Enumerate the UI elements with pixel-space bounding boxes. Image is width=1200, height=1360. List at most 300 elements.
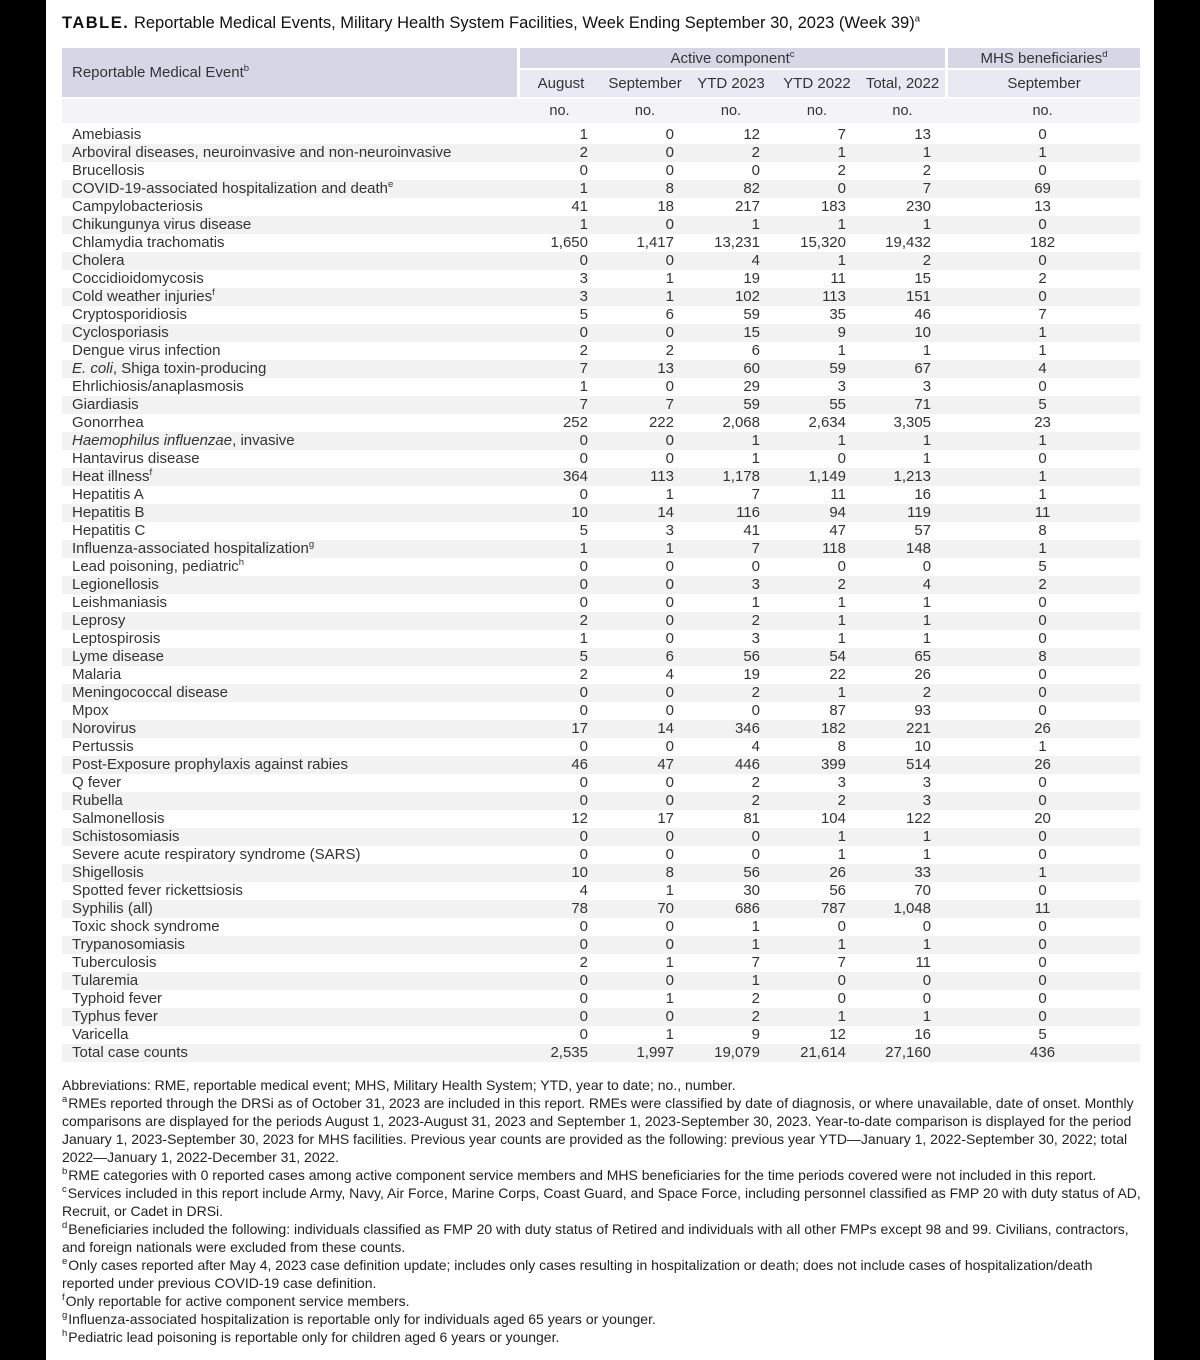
case-count: 0	[665, 828, 674, 845]
case-count: 1	[922, 612, 932, 629]
event-name: Hepatitis B	[72, 504, 145, 521]
case-count: 1	[922, 342, 932, 359]
case-count: 27,160	[885, 1044, 932, 1061]
case-count: 1	[1038, 432, 1047, 449]
case-count: 7	[579, 396, 588, 413]
case-count: 122	[906, 810, 932, 827]
event-name: Leptospirosis	[72, 630, 161, 647]
table-row	[62, 720, 1140, 738]
case-count: 0	[579, 1026, 588, 1043]
case-count: 1	[1038, 342, 1047, 359]
case-count: 2	[837, 162, 846, 179]
table-row	[62, 162, 1140, 180]
table-row	[62, 1026, 1140, 1044]
unit-label: no.	[860, 97, 945, 126]
case-count: 26	[829, 864, 846, 881]
case-count: 1	[922, 144, 932, 161]
case-count: 1	[751, 450, 760, 467]
event-name: Heat illness$^f$	[72, 468, 153, 485]
case-count: 1	[837, 612, 846, 629]
table-title	[62, 14, 1144, 33]
case-count: 5	[1038, 396, 1047, 413]
case-count: 1	[1038, 864, 1047, 881]
case-count: 29	[743, 378, 760, 395]
case-count: 446	[734, 756, 760, 773]
table-row	[62, 198, 1140, 216]
case-count: 0	[1038, 630, 1047, 647]
case-count: 6	[665, 306, 674, 323]
event-name: Schistosomiasis	[72, 828, 180, 845]
case-count: 12	[743, 126, 760, 143]
case-count: 1,997	[636, 1044, 674, 1061]
case-count: 7	[922, 180, 932, 197]
case-count: 1	[837, 630, 846, 647]
case-count: 26	[1034, 720, 1051, 737]
table-title-prefix: TABLE.	[62, 14, 130, 32]
case-count: 0	[1038, 126, 1047, 143]
case-count: 0	[751, 558, 760, 575]
footnote-marker: h	[62, 1328, 68, 1340]
case-count: 1	[665, 954, 674, 971]
abbreviations-note: Abbreviations: RME, reportable medical event; MHS, Military Health System; YTD, year to date; no., number.	[62, 1077, 736, 1093]
unit-label: no.	[517, 97, 602, 126]
case-count: 21,614	[800, 1044, 846, 1061]
case-count: 1	[922, 630, 932, 647]
case-count: 5	[579, 522, 588, 539]
case-count: 59	[829, 360, 846, 377]
case-count: 1	[665, 990, 674, 1007]
event-name: COVID-19-associated hospitalization and death$^e$	[72, 180, 394, 197]
case-count: 0	[1038, 162, 1047, 179]
case-count: 1	[1038, 468, 1047, 485]
case-count: 0	[751, 846, 760, 863]
case-count: 0	[665, 162, 674, 179]
event-name: Hepatitis C	[72, 522, 146, 539]
case-count: 8	[837, 738, 846, 755]
case-count: 1	[751, 216, 760, 233]
case-count: 35	[829, 306, 846, 323]
table-row	[62, 990, 1140, 1008]
case-count: 7	[751, 540, 760, 557]
case-count: 5	[579, 306, 588, 323]
case-count: 0	[579, 774, 588, 791]
table-row	[62, 846, 1140, 864]
table-row	[62, 234, 1140, 252]
page-content	[46, 0, 1154, 1346]
case-count: 65	[914, 648, 932, 665]
event-name: Spotted fever rickettsiosis	[72, 882, 243, 899]
table-row	[62, 468, 1140, 486]
case-count: 0	[1038, 216, 1047, 233]
case-count: 2	[837, 792, 846, 809]
case-count: 0	[579, 990, 588, 1007]
case-count: 26	[914, 666, 932, 683]
case-count: 12	[571, 810, 588, 827]
table-row	[62, 558, 1140, 576]
case-count: 9	[837, 324, 846, 341]
event-name: Leishmaniasis	[72, 594, 168, 611]
column-header-mhs-september: September	[945, 68, 1140, 97]
event-name: Dengue virus infection	[72, 342, 221, 359]
table-row	[62, 756, 1140, 774]
table-row	[62, 648, 1140, 666]
event-name: Trypanosomiasis	[72, 936, 185, 953]
event-footnote-marker: h	[238, 558, 245, 568]
case-count: 1	[837, 1008, 846, 1025]
case-count: 1	[837, 594, 846, 611]
case-count: 16	[914, 486, 932, 503]
case-count: 2	[751, 792, 760, 809]
event-name: Tularemia	[72, 972, 139, 989]
case-count: 47	[657, 756, 674, 773]
case-count: 1	[1038, 144, 1047, 161]
event-name: Haemophilus influenzae, invasive	[72, 432, 295, 449]
case-count: 183	[820, 198, 846, 215]
case-count: 2	[751, 144, 760, 161]
event-name: Typhus fever	[72, 1008, 158, 1025]
case-count: 1	[751, 936, 760, 953]
case-count: 0	[665, 630, 674, 647]
table-row	[62, 666, 1140, 684]
case-count: 0	[665, 972, 674, 989]
case-count: 1	[1038, 540, 1047, 557]
table-row	[62, 252, 1140, 270]
table-row	[62, 450, 1140, 468]
case-count: 10	[571, 504, 588, 521]
case-count: 1	[665, 288, 674, 305]
case-count: 0	[1038, 774, 1047, 791]
case-count: 514	[906, 756, 932, 773]
case-count: 2	[579, 954, 588, 971]
case-count: 0	[1038, 612, 1047, 629]
event-name: Meningococcal disease	[72, 684, 228, 701]
case-count: 7	[665, 396, 674, 413]
case-count: 70	[914, 882, 932, 899]
group-header-active-component-label: Active component	[670, 49, 790, 67]
case-count: 81	[743, 810, 760, 827]
table-header	[62, 48, 1140, 126]
column-header-ytd-2022: YTD 2022	[774, 68, 860, 97]
case-count: 7	[751, 954, 760, 971]
event-name: Influenza-associated hospitalization$^g$	[72, 540, 315, 557]
case-count: 59	[743, 306, 760, 323]
case-count: 0	[837, 450, 846, 467]
case-count: 0	[922, 558, 932, 575]
case-count: 0	[579, 972, 588, 989]
table-row	[62, 540, 1140, 558]
case-count: 1,149	[808, 468, 846, 485]
case-count: 2	[751, 990, 760, 1007]
case-count: 18	[657, 198, 674, 215]
case-count: 20	[1034, 810, 1051, 827]
case-count: 1	[922, 846, 932, 863]
case-count: 14	[657, 720, 674, 737]
footnote-marker: f	[62, 1292, 65, 1304]
case-count: 19,079	[714, 1044, 760, 1061]
footnote: $^g$Influenza-associated hospitalization is reportable only for individuals aged 65 years or younger.	[62, 1310, 656, 1327]
document-page	[46, 0, 1154, 1360]
case-count: 12	[829, 1026, 846, 1043]
case-count: 4	[1038, 360, 1047, 377]
case-count: 11	[1034, 504, 1051, 521]
table-row	[62, 396, 1140, 414]
case-count: 41	[571, 198, 588, 215]
case-count: 0	[751, 162, 760, 179]
case-count: 104	[820, 810, 846, 827]
table-row	[62, 792, 1140, 810]
case-count: 0	[579, 450, 588, 467]
case-count: 0	[579, 792, 588, 809]
case-count: 1	[837, 342, 846, 359]
event-name: Lyme disease	[72, 648, 164, 665]
case-count: 1	[922, 594, 932, 611]
case-count: 0	[579, 1008, 588, 1025]
table-row	[62, 936, 1140, 954]
group-header-mhs-beneficiaries-label: MHS beneficiaries	[980, 49, 1103, 67]
case-count: 4	[922, 576, 932, 593]
table-row	[62, 324, 1140, 342]
case-count: 13	[657, 360, 674, 377]
case-count: 0	[751, 702, 760, 719]
group-header-active-component	[517, 48, 945, 68]
case-count: 0	[1038, 288, 1047, 305]
case-count: 0	[665, 936, 674, 953]
event-name: Typhoid fever	[72, 990, 163, 1007]
case-count: 1,417	[636, 234, 674, 251]
event-footnote-marker: f	[149, 468, 153, 478]
case-count: 3	[751, 576, 760, 593]
event-name: Shigellosis	[72, 864, 144, 881]
case-count: 3	[922, 378, 932, 395]
event-name: Campylobacteriosis	[72, 198, 203, 215]
case-count: 252	[562, 414, 588, 431]
case-count: 5	[579, 648, 588, 665]
table-row	[62, 288, 1140, 306]
column-header-total-2022: Total, 2022	[860, 68, 945, 97]
case-count: 0	[1038, 684, 1047, 701]
case-count: 1	[665, 1026, 674, 1043]
case-count: 0	[579, 324, 588, 341]
case-count: 0	[579, 936, 588, 953]
case-count: 59	[743, 396, 760, 413]
case-count: 0	[837, 180, 846, 197]
case-count: 2,068	[722, 414, 760, 431]
event-name: Hantavirus disease	[72, 450, 200, 467]
event-name: Total case counts	[72, 1044, 188, 1061]
case-count: 2	[922, 162, 932, 179]
case-count: 102	[734, 288, 760, 305]
event-name: Tuberculosis	[72, 954, 157, 971]
case-count: 1	[579, 630, 588, 647]
case-count: 5	[1038, 1026, 1047, 1043]
footnote-marker: c	[62, 1184, 67, 1196]
table-row	[62, 180, 1140, 198]
case-count: 19	[743, 666, 760, 683]
case-count: 1	[1038, 324, 1047, 341]
case-count: 94	[829, 504, 846, 521]
case-count: 1	[837, 144, 846, 161]
event-name: Amebiasis	[72, 126, 142, 143]
case-count: 10	[571, 864, 588, 881]
unit-label: no.	[688, 97, 774, 126]
group-header-mhs-beneficiaries-footnote-marker: d	[1102, 48, 1108, 60]
case-count: 119	[907, 504, 932, 521]
case-count: 1	[922, 936, 932, 953]
case-count: 1	[1038, 486, 1047, 503]
case-count: 0	[665, 252, 674, 269]
case-count: 1	[922, 1008, 932, 1025]
case-count: 0	[1038, 918, 1047, 935]
case-count: 7	[837, 126, 846, 143]
case-count: 3	[837, 774, 846, 791]
case-count: 1	[1038, 738, 1047, 755]
case-count: 2	[1038, 270, 1047, 287]
case-count: 3	[579, 270, 588, 287]
case-count: 0	[665, 918, 674, 935]
case-count: 0	[665, 126, 674, 143]
case-count: 4	[579, 882, 588, 899]
case-count: 1	[837, 828, 846, 845]
case-count: 8	[665, 180, 674, 197]
table-row	[62, 612, 1140, 630]
case-count: 0	[1038, 792, 1047, 809]
case-count: 0	[579, 558, 588, 575]
case-count: 30	[743, 882, 760, 899]
case-count: 2	[1038, 576, 1047, 593]
table-body	[62, 126, 1140, 1062]
case-count: 0	[1038, 846, 1047, 863]
event-name: Ehrlichiosis/anaplasmosis	[72, 378, 244, 395]
event-name: Norovirus	[72, 720, 137, 737]
event-name: Coccidioidomycosis	[72, 270, 204, 287]
case-count: 0	[579, 738, 588, 755]
event-name: Hepatitis A	[72, 486, 144, 503]
case-count: 70	[657, 900, 674, 917]
case-count: 2	[751, 1008, 760, 1025]
case-count: 0	[665, 1008, 674, 1025]
footnote: $^b$RME categories with 0 reported cases among active component service members and MHS beneficiaries for the time periods covered were not included in this report.	[62, 1166, 1097, 1183]
case-count: 0	[1038, 1008, 1047, 1025]
case-count: 1	[665, 486, 674, 503]
case-count: 1	[579, 126, 588, 143]
table-title-text: Reportable Medical Events, Military Health System Facilities, Week Ending September 30, 2023 (Week 39)	[129, 14, 915, 32]
case-count: 0	[665, 558, 674, 575]
case-count: 2	[922, 684, 932, 701]
case-count: 0	[579, 846, 588, 863]
case-count: 67	[914, 360, 932, 377]
case-count: 33	[914, 864, 932, 881]
group-header-mhs-beneficiaries	[945, 48, 1140, 68]
case-count: 3	[922, 774, 932, 791]
case-count: 0	[579, 432, 588, 449]
event-name: Pertussis	[72, 738, 134, 755]
case-count: 16	[914, 1026, 932, 1043]
case-count: 22	[829, 666, 846, 683]
table-row	[62, 342, 1140, 360]
event-name: Legionellosis	[72, 576, 159, 593]
table-row	[62, 360, 1140, 378]
case-count: 148	[906, 540, 932, 557]
case-count: 0	[579, 702, 588, 719]
event-name: Chikungunya virus disease	[72, 216, 252, 233]
footnote: $^f$Only reportable for active component service members.	[62, 1292, 410, 1309]
case-count: 217	[734, 198, 760, 215]
case-count: 11	[915, 954, 932, 971]
table-row	[62, 486, 1140, 504]
case-count: 364	[562, 468, 588, 485]
table-row	[62, 684, 1140, 702]
case-count: 1	[837, 216, 846, 233]
case-count: 93	[914, 702, 932, 719]
case-count: 71	[914, 396, 932, 413]
case-count: 0	[1038, 378, 1047, 395]
reportable-medical-events-table	[62, 48, 1140, 1062]
event-name: Mpox	[72, 702, 109, 719]
case-count: 0	[665, 684, 674, 701]
case-count: 1	[579, 180, 588, 197]
table-row	[62, 918, 1140, 936]
case-count: 151	[906, 288, 932, 305]
case-count: 0	[665, 144, 674, 161]
event-name: Cold weather injuries$^f$	[72, 288, 215, 305]
case-count: 1,650	[550, 234, 588, 251]
footnote: $^c$Services included in this report include Army, Navy, Air Force, Marine Corps, Coast Guard, and Space Force, including personnel classified as FMP 20 with duty status of AD, Recruit, or Cadet in DRSi.	[62, 1184, 1141, 1219]
event-name: Arboviral diseases, neuroinvasive and non-neuroinvasive	[72, 144, 452, 161]
case-count: 55	[829, 396, 846, 413]
case-count: 0	[665, 738, 674, 755]
case-count: 2	[751, 684, 760, 701]
case-count: 0	[665, 594, 674, 611]
table-row	[62, 522, 1140, 540]
table-row	[62, 306, 1140, 324]
case-count: 8	[665, 864, 674, 881]
event-name: Lead poisoning, pediatric$^h$	[72, 558, 245, 575]
case-count: 0	[1038, 450, 1047, 467]
case-count: 54	[829, 648, 846, 665]
case-count: 1	[751, 432, 760, 449]
case-count: 6	[665, 648, 674, 665]
case-count: 222	[648, 414, 674, 431]
case-count: 2,535	[550, 1044, 588, 1061]
table-row	[62, 504, 1140, 522]
case-count: 7	[579, 360, 588, 377]
case-count: 436	[1030, 1044, 1056, 1061]
case-count: 0	[1038, 972, 1047, 989]
case-count: 46	[914, 306, 932, 323]
case-count: 1	[665, 540, 674, 557]
case-count: 0	[665, 576, 674, 593]
case-count: 1,213	[893, 468, 932, 485]
case-count: 1,178	[722, 468, 760, 485]
table-row	[62, 702, 1140, 720]
case-count: 1	[837, 252, 846, 269]
case-count: 13	[1034, 198, 1051, 215]
table-row	[62, 738, 1140, 756]
event-name: Toxic shock syndrome	[72, 918, 220, 935]
case-count: 1	[665, 882, 674, 899]
case-count: 1	[579, 216, 588, 233]
column-header-september: September	[602, 68, 688, 97]
event-name: Cholera	[72, 252, 125, 269]
case-count: 87	[829, 702, 846, 719]
case-count: 0	[837, 972, 846, 989]
case-count: 0	[665, 216, 674, 233]
case-count: 2	[579, 612, 588, 629]
case-count: 26	[1034, 756, 1051, 773]
case-count: 1	[837, 432, 846, 449]
footnotes	[62, 1076, 1146, 1346]
table-row	[62, 576, 1140, 594]
